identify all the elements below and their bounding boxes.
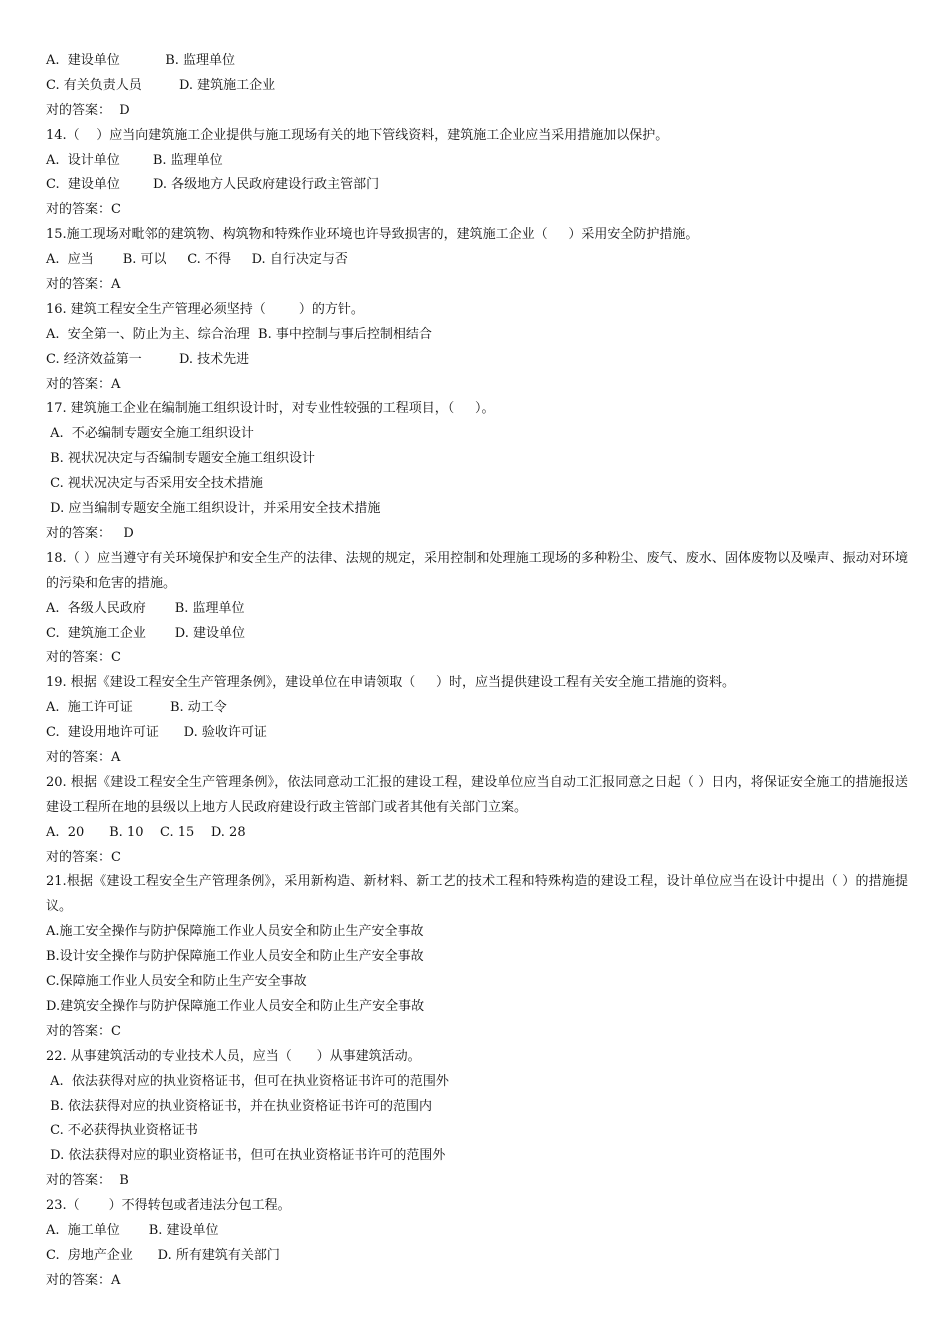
answer-line: 对的答案：C [46,202,121,218]
answer-line: 对的答案：C [46,849,121,865]
question-line: 14.（ ）应当向建筑施工企业提供与施工现场有关的地下管线资料，建筑施工企业应当采用措施加以保护。 [46,127,669,143]
option-line: A. 依法获得对应的执业资格证书，但可在执业资格证书许可的范围外 [46,1073,449,1089]
option-line: C.保障施工作业人员安全和防止生产安全事故 [46,974,307,990]
answer-line: 对的答案：A [46,277,121,293]
option-line: D. 依法获得对应的职业资格证书，但可在执业资格证书许可的范围外 [46,1148,446,1164]
option-line: A. 施工许可证 B. 动工令 [46,700,227,716]
question-list [46,49,908,1294]
question-line: 19. 根据《建设工程安全生产管理条例》，建设单位在申请领取（ ）时，应当提供建设工程有关安全施工措施的资料。 [46,675,735,691]
option-line: A. 各级人民政府 B. 监理单位 [46,600,245,616]
option-line: C. 有关负责人员 D. 建筑施工企业 [46,77,276,93]
option-line: B.设计安全操作与防护保障施工作业人员安全和防止生产安全事故 [46,949,424,965]
question-line: 23.（ ）不得转包或者违法分包工程。 [46,1198,291,1214]
option-line: C. 建筑施工企业 D. 建设单位 [46,625,246,641]
option-line: C. 建设单位 D. 各级地方人民政府建设行政主管部门 [46,177,380,193]
option-line: D.建筑安全操作与防护保障施工作业人员安全和防止生产安全事故 [46,998,425,1014]
option-line: A. 20 B. 10 C. 15 D. 28 [46,824,246,840]
option-line: C. 房地产企业 D. 所有建筑有关部门 [46,1247,280,1263]
option-line: A. 建设单位 B. 监理单位 [46,53,236,68]
answer-line: 对的答案：A [46,376,121,392]
question-line: 17. 建筑施工企业在编制施工组织设计时，对专业性较强的工程项目，（ ）。 [46,401,495,417]
answer-line: 对的答案： D [46,525,134,541]
question-line: 22. 从事建筑活动的专业技术人员，应当（ ）从事建筑活动。 [46,1048,421,1064]
option-line: B. 依法获得对应的执业资格证书，并在执业资格证书许可的范围内 [46,1098,432,1114]
question-line: 21.根据《建设工程安全生产管理条例》，采用新构造、新材料、新工艺的技术工程和特殊构造的建设工程，设计单位应当在设计中提出（ ）的措施提议。 [46,874,908,915]
answer-line: 对的答案：C [46,650,121,666]
option-line: B. 视状况决定与否编制专题安全施工组织设计 [46,451,315,467]
option-line: D. 应当编制专题安全施工组织设计，并采用安全技术措施 [46,501,381,517]
answer-line: 对的答案：A [46,1272,121,1288]
answer-line: 对的答案： D [46,102,130,118]
option-line: C. 建设用地许可证 D. 验收许可证 [46,725,267,741]
option-line: A. 应当 B. 可以 C. 不得 D. 自行决定与否 [46,252,348,268]
question-line: 18.（ ）应当遵守有关环境保护和安全生产的法律、法规的规定，采用控制和处理施工现场的多种粉尘、废气、废水、固体废物以及噪声、振动对环境的污染和危害的措施。 [46,550,908,591]
question-line: 15.施工现场对毗邻的建筑物、构筑物和特殊作业环境也许导致损害的，建筑施工企业（ ）采用安全防护措施。 [46,227,699,243]
question-line: 20. 根据《建设工程安全生产管理条例》，依法同意动工汇报的建设工程，建设单位应当自动工汇报同意之日起（ ）日内，将保证安全施工的措施报送建设工程所在地的县级以上地方人民政府建设行政主管部门或者其他有关部门立案。 [46,774,908,815]
option-line: A. 施工单位 B. 建设单位 [46,1222,219,1238]
option-line: C. 经济效益第一 D. 技术先进 [46,351,250,367]
option-line: A. 设计单位 B. 监理单位 [46,152,223,168]
answer-line: 对的答案：A [46,749,121,765]
option-line: C. 不必获得执业资格证书 [46,1123,198,1139]
answer-line: 对的答案： B [46,1173,129,1189]
option-line: A.施工安全操作与防护保障施工作业人员安全和防止生产安全事故 [46,924,424,940]
option-line: A. 安全第一、防止为主、综合治理 B. 事中控制与事后控制相结合 [46,326,432,342]
question-line: 16. 建筑工程安全生产管理必须坚持（ ）的方针。 [46,301,364,317]
answer-line: 对的答案：C [46,1023,121,1039]
option-line: A. 不必编制专题安全施工组织设计 [46,426,254,442]
option-line: C. 视状况决定与否采用安全技术措施 [46,476,263,492]
